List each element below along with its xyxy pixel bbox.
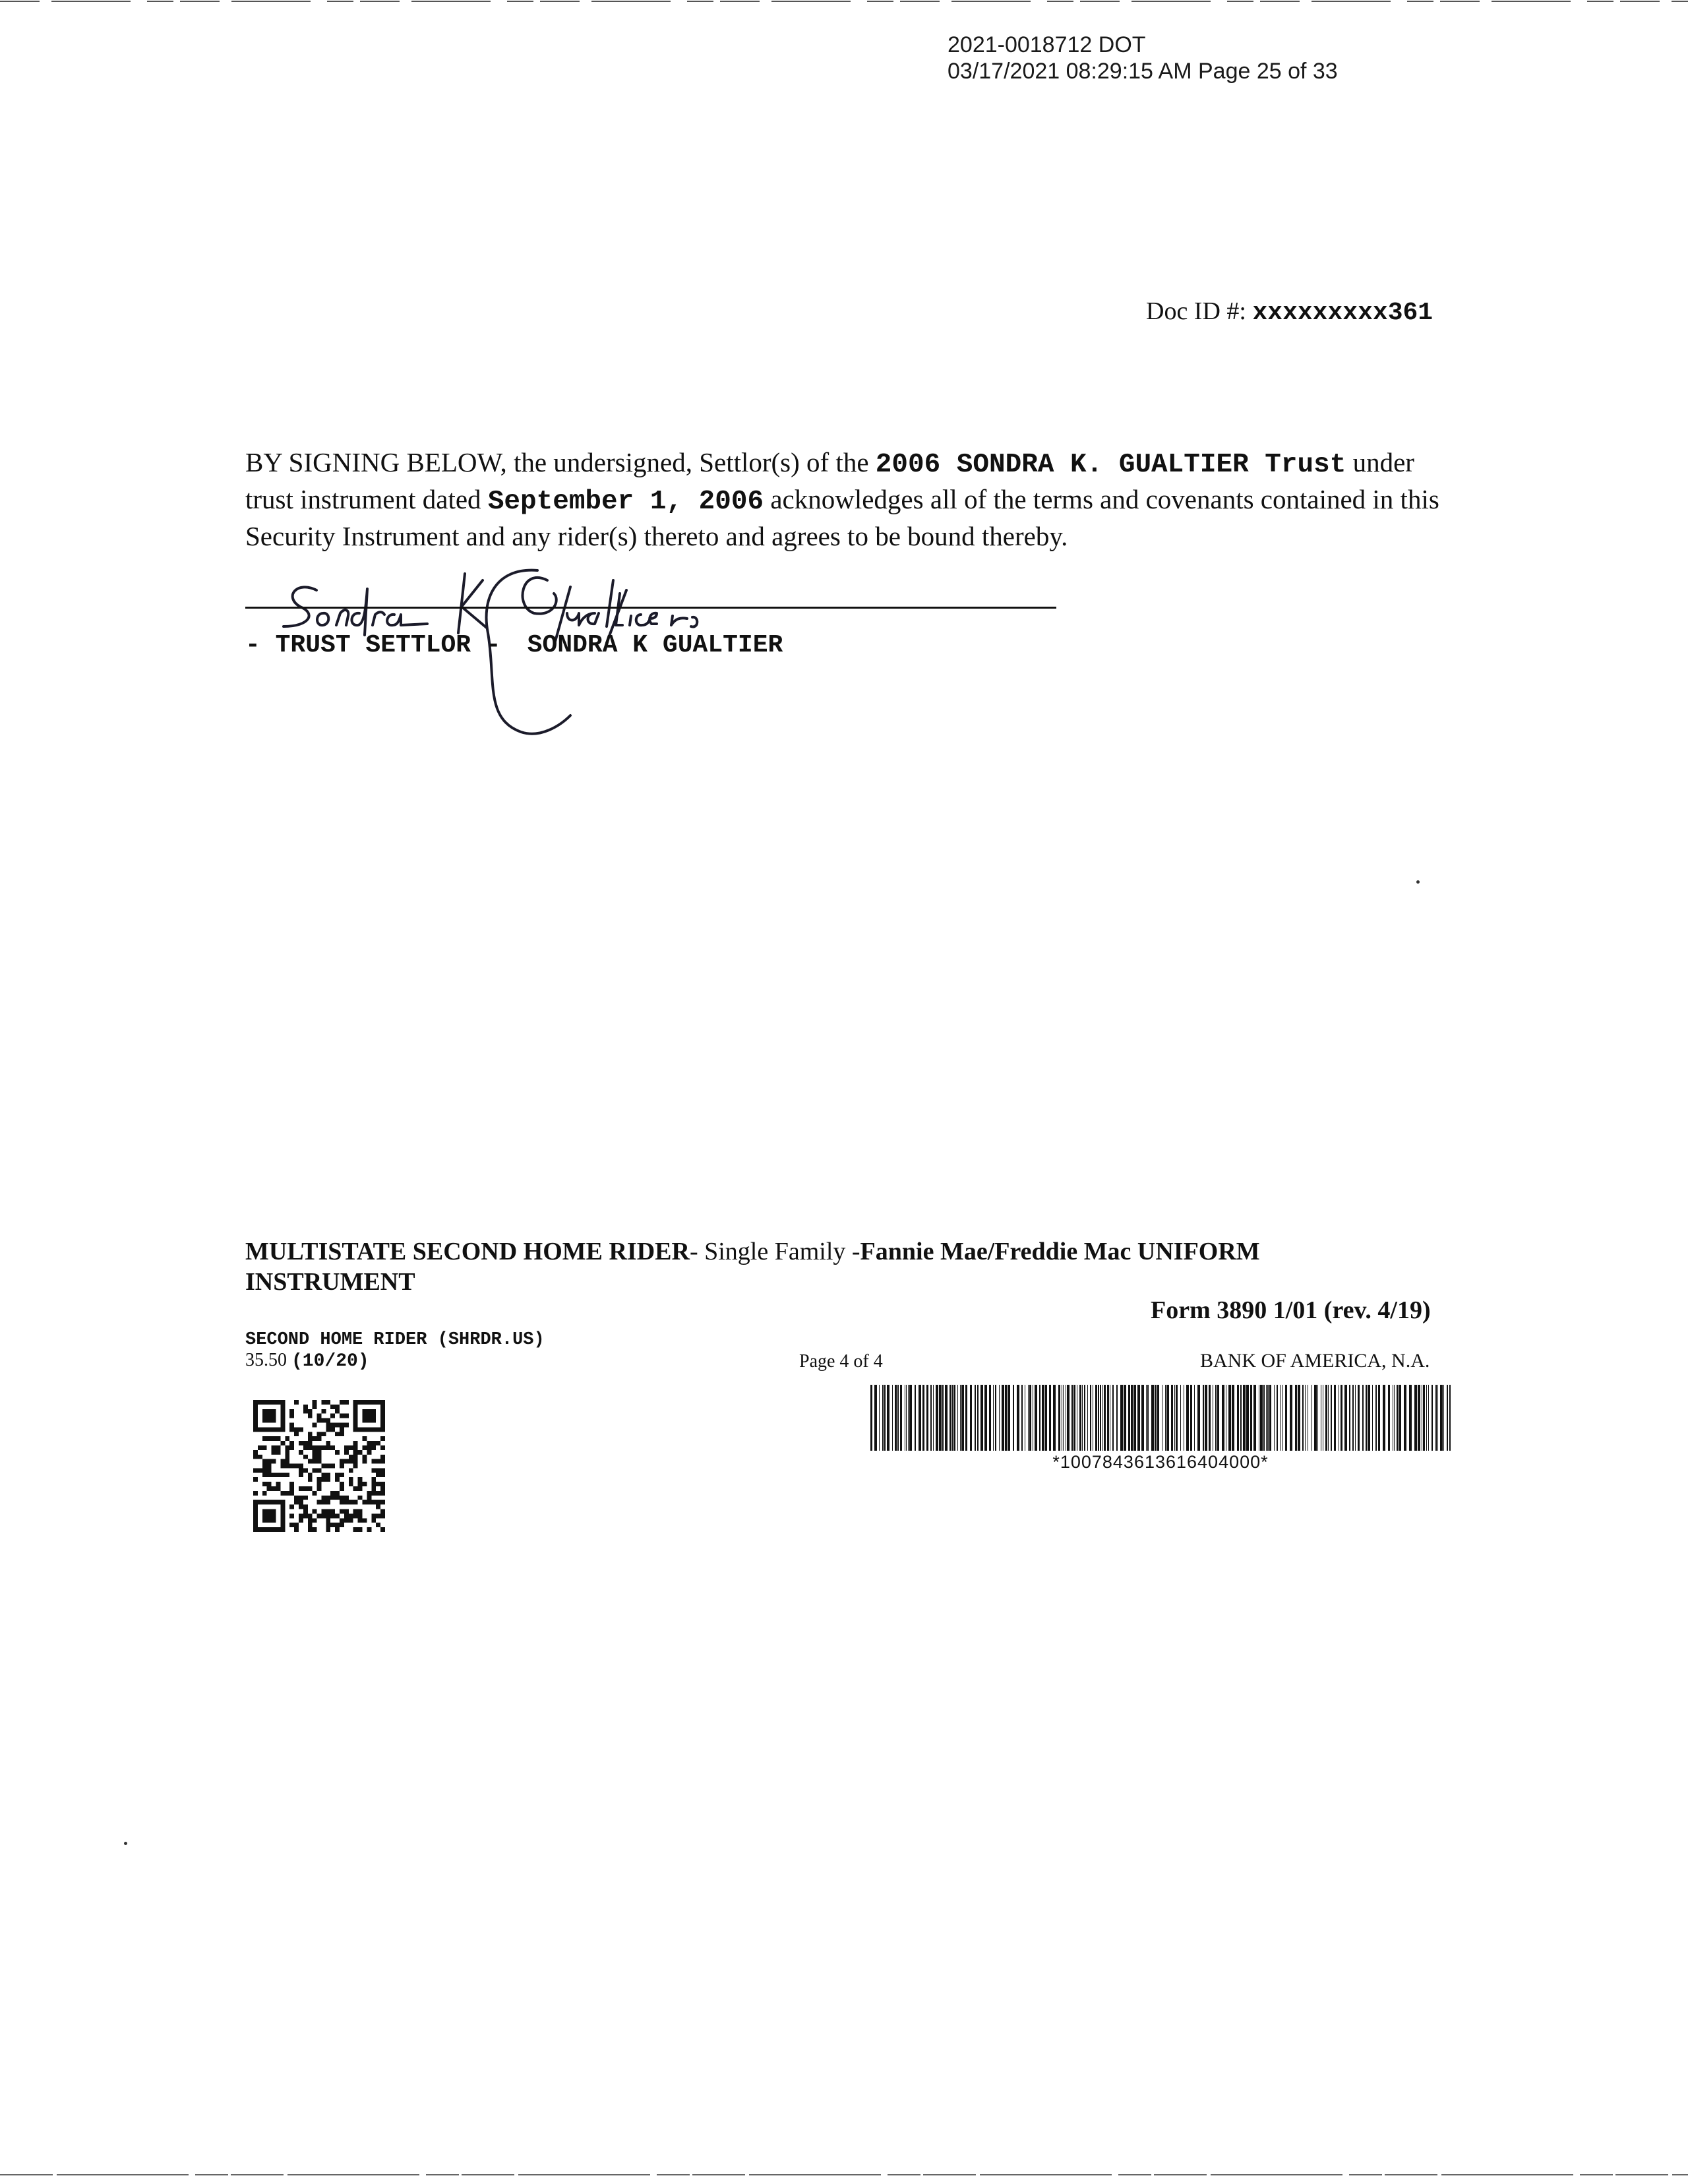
form-version <box>245 1350 369 1372</box>
rider-title-bold: MULTISTATE SECOND HOME RIDER <box>245 1238 690 1265</box>
rider-title-bold-2: Fannie Mae/Freddie Mac UNIFORM INSTRUMENT <box>245 1238 1260 1296</box>
trust-date: September 1, 2006 <box>487 487 764 517</box>
form-number: Form 3890 1/01 (rev. 4/19) <box>1151 1296 1431 1324</box>
page-number: Page 4 of 4 <box>799 1351 883 1372</box>
qr-code-icon <box>252 1400 386 1532</box>
signature-line <box>245 607 1056 609</box>
ack-text-1: BY SIGNING BELOW, the undersigned, Settlor(s) of the <box>245 447 876 477</box>
ack-text-3: acknowledges all of the terms and covenants contained in this Security Instrument and any rider(s) thereto and agrees to be bound thereby. <box>245 484 1439 551</box>
doc-id-value: xxxxxxxxx361 <box>1252 299 1433 327</box>
handwritten-signature <box>237 415 897 745</box>
version-prefix: 35.50 <box>245 1350 291 1370</box>
barcode-text: *1007843613616404000* <box>1052 1452 1269 1472</box>
signature-caption <box>245 631 783 659</box>
scan-speck <box>1416 880 1420 884</box>
signer-name: SONDRA K GUALTIER <box>527 631 783 659</box>
lender-name: BANK OF AMERICA, N.A. <box>1200 1350 1430 1372</box>
scan-edge-top <box>0 0 1688 3</box>
rider-title <box>245 1236 1432 1297</box>
version-date: (10/20) <box>291 1351 369 1372</box>
trust-name: 2006 SONDRA K. GUALTIER Trust <box>875 450 1346 480</box>
rider-title-regular: - Single Family - <box>689 1238 860 1265</box>
recording-timestamp: 03/17/2021 08:29:15 AM Page 25 of 33 <box>948 59 1338 84</box>
doc-id-label: Doc ID #: <box>1146 297 1253 325</box>
recording-number: 2021-0018712 DOT <box>948 32 1146 57</box>
barcode-icon <box>870 1385 1451 1451</box>
recording-stamp <box>948 32 1338 84</box>
scan-edge-bottom <box>0 2173 1688 2176</box>
scan-speck <box>124 1842 127 1845</box>
form-code: SECOND HOME RIDER (SHRDR.US) <box>245 1330 545 1350</box>
ack-text-2: under trust instrument dated <box>245 447 1414 514</box>
doc-id <box>1146 297 1433 327</box>
signer-role: - TRUST SETTLOR - <box>245 631 501 659</box>
